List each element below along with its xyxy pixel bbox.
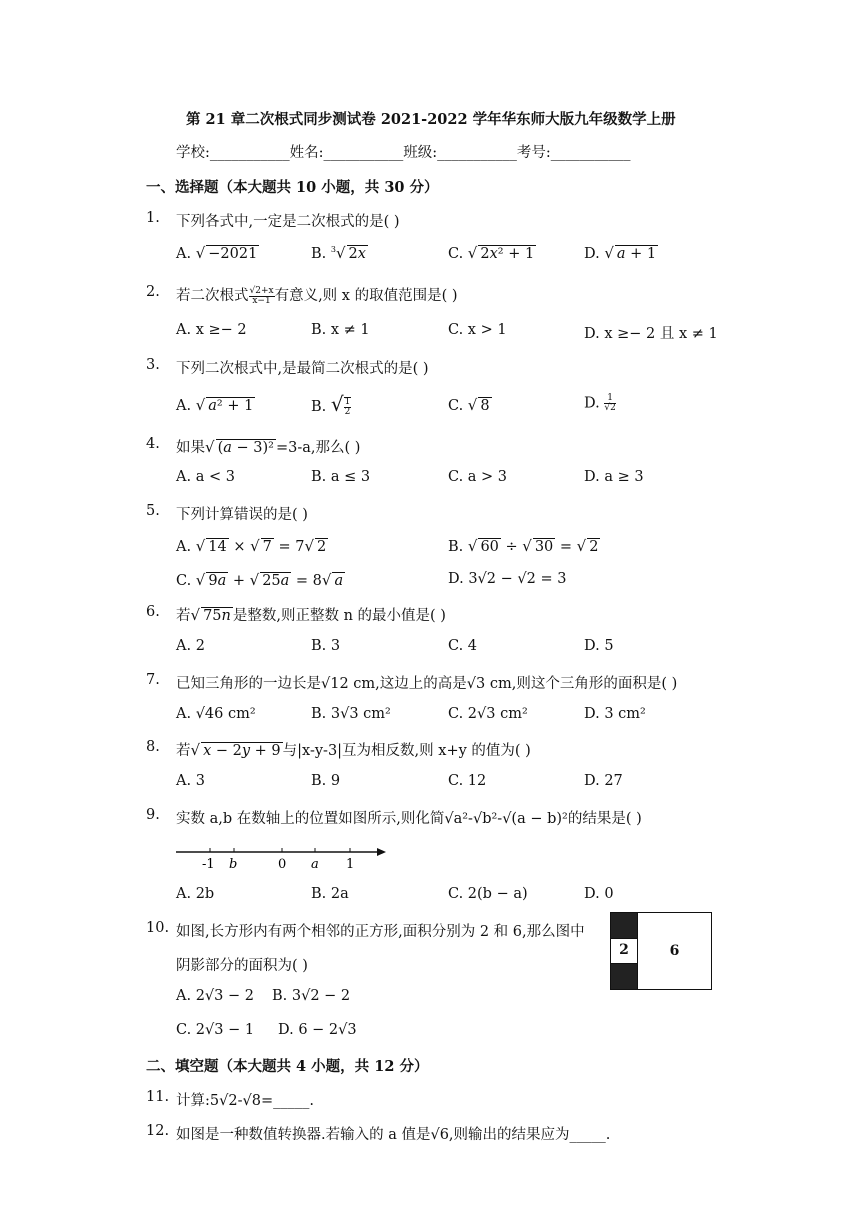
option-b: B. 3 bbox=[311, 638, 341, 654]
tick-label-a: a bbox=[311, 857, 319, 872]
option-a: A. √ 14 × √ 7 = 7√ 2 bbox=[176, 537, 327, 555]
option-a: A. √ a² + 1 bbox=[176, 396, 254, 414]
page-title: 第 21 章二次根式同步测试卷 2021-2022 学年华东师大版九年级数学上册 bbox=[186, 111, 676, 128]
number-line-figure bbox=[174, 840, 388, 874]
option-b: B. $^3$√ 2x bbox=[311, 244, 366, 262]
option-a: A. 3 bbox=[176, 773, 205, 789]
question-stem: 已知三角形的一边长是√12 cm,这边上的高是√3 cm,则这个三角形的面积是( ) bbox=[176, 676, 678, 692]
question-stem: 下列计算错误的是( ) bbox=[176, 507, 308, 523]
option-c: C. 2(b − a) bbox=[448, 886, 528, 902]
question-number: 11. bbox=[146, 1089, 170, 1105]
question-number: 3. bbox=[146, 357, 160, 373]
option-c: C. √ 2x² + 1 bbox=[448, 244, 535, 262]
option-d: D. x ≥− 2 且 x ≠ 1 bbox=[584, 326, 718, 342]
question-stem: 若√ 75n 是整数,则正整数 n 的最小值是( ) bbox=[176, 606, 446, 624]
option-c: C. x > 1 bbox=[448, 322, 507, 338]
option-b: B. 2a bbox=[311, 886, 349, 902]
option-d: D. √ a + 1 bbox=[584, 244, 657, 262]
option-c: C. 2√3 cm² bbox=[448, 706, 528, 722]
question-stem: 实数 a,b 在数轴上的位置如图所示,则化简√a²-√b²-√(a − b)²的结果是( ) bbox=[176, 811, 642, 827]
question-number: 12. bbox=[146, 1123, 170, 1139]
rectangle-squares-figure bbox=[610, 912, 712, 990]
shaded-region-bottom bbox=[611, 964, 637, 989]
option-b: B. a ≤ 3 bbox=[311, 469, 371, 485]
question-number: 8. bbox=[146, 739, 160, 755]
question-stem: 若√ x − 2y + 9 与|x-y-3|互为相反数,则 x+y 的值为( ) bbox=[176, 741, 531, 759]
tick-label-neg1: -1 bbox=[202, 857, 215, 872]
option-c: C. √ 9a + √ 25a = 8√ a bbox=[176, 571, 344, 589]
option-b: B. 3√3 cm² bbox=[311, 706, 391, 722]
option-b: B. √ 60 ÷ √ 30 = √ 2 bbox=[448, 537, 599, 555]
option-d: D. a ≥ 3 bbox=[584, 469, 644, 485]
question-stem: 如图是一种数值转换器.若输入的 a 值是√6,则输出的结果应为_____. bbox=[176, 1127, 611, 1143]
option-a: A. x ≥− 2 bbox=[176, 322, 247, 338]
option-a: A. 2√3 − 2 bbox=[176, 988, 254, 1004]
option-b: B. √ $\frac{1}{2}$ bbox=[311, 392, 351, 417]
section-fill-heading: 二、填空题（本大题共 4 小题，共 12 分） bbox=[146, 1058, 429, 1075]
option-c: C. 4 bbox=[448, 638, 478, 654]
option-d: D. 6 − 2√3 bbox=[278, 1022, 357, 1038]
option-c: C. 12 bbox=[448, 773, 487, 789]
option-d: D. 3√2 − √2 = 3 bbox=[448, 571, 567, 587]
option-c: C. 2√3 − 1 bbox=[176, 1022, 255, 1038]
shaded-region-top bbox=[611, 913, 637, 938]
question-stem: 下列二次根式中,是最简二次根式的是( ) bbox=[176, 361, 429, 377]
option-d: D. 3 cm² bbox=[584, 706, 646, 722]
question-stem-line2: 阴影部分的面积为( ) bbox=[176, 958, 308, 974]
student-info-line: 学校:___________姓名:___________班级:___________考号:___________ bbox=[176, 145, 631, 161]
large-square: 6 bbox=[637, 913, 711, 989]
option-d: D. 27 bbox=[584, 773, 623, 789]
question-number: 5. bbox=[146, 503, 160, 519]
question-number: 1. bbox=[146, 210, 160, 226]
tick-label-b: b bbox=[229, 857, 238, 872]
option-c: C. √ 8 bbox=[448, 396, 490, 414]
option-a: A. 2 bbox=[176, 638, 205, 654]
option-c: C. a > 3 bbox=[448, 469, 508, 485]
option-b: B. 3√2 − 2 bbox=[272, 988, 351, 1004]
question-number: 9. bbox=[146, 807, 160, 823]
option-d: D. 0 bbox=[584, 886, 614, 902]
option-b: B. x ≠ 1 bbox=[311, 322, 370, 338]
option-a: A. 2b bbox=[176, 886, 215, 902]
question-stem: 如果√ (a − 3)² =3-a,那么( ) bbox=[176, 438, 361, 456]
question-stem: 如图,长方形内有两个相邻的正方形,面积分别为 2 和 6,那么图中 bbox=[176, 924, 585, 940]
question-stem: 下列各式中,一定是二次根式的是( ) bbox=[176, 214, 400, 230]
tick-label-0: 0 bbox=[278, 857, 287, 872]
option-a: A. a < 3 bbox=[176, 469, 235, 485]
option-d: D. 5 bbox=[584, 638, 614, 654]
question-number: 7. bbox=[146, 672, 160, 688]
section-choice-heading: 一、选择题（本大题共 10 小题，共 30 分） bbox=[146, 179, 439, 196]
question-number: 4. bbox=[146, 436, 160, 452]
tick-label-1: 1 bbox=[346, 857, 355, 872]
option-a: A. √ −2021 bbox=[176, 244, 258, 262]
option-d: D. $\frac{1}{√2}$ bbox=[584, 393, 616, 413]
question-stem: 计算:5√2-√8=_____. bbox=[176, 1093, 314, 1109]
option-a: A. √46 cm² bbox=[176, 706, 256, 722]
question-number: 6. bbox=[146, 604, 160, 620]
option-b: B. 9 bbox=[311, 773, 341, 789]
small-square: 2 bbox=[611, 938, 637, 964]
question-number: 10. bbox=[146, 920, 170, 936]
question-number: 2. bbox=[146, 284, 160, 300]
question-stem: 若二次根式 $\frac{√2+x}{x-1}$ 有意义,则 x 的取值范围是( ) bbox=[176, 285, 458, 306]
